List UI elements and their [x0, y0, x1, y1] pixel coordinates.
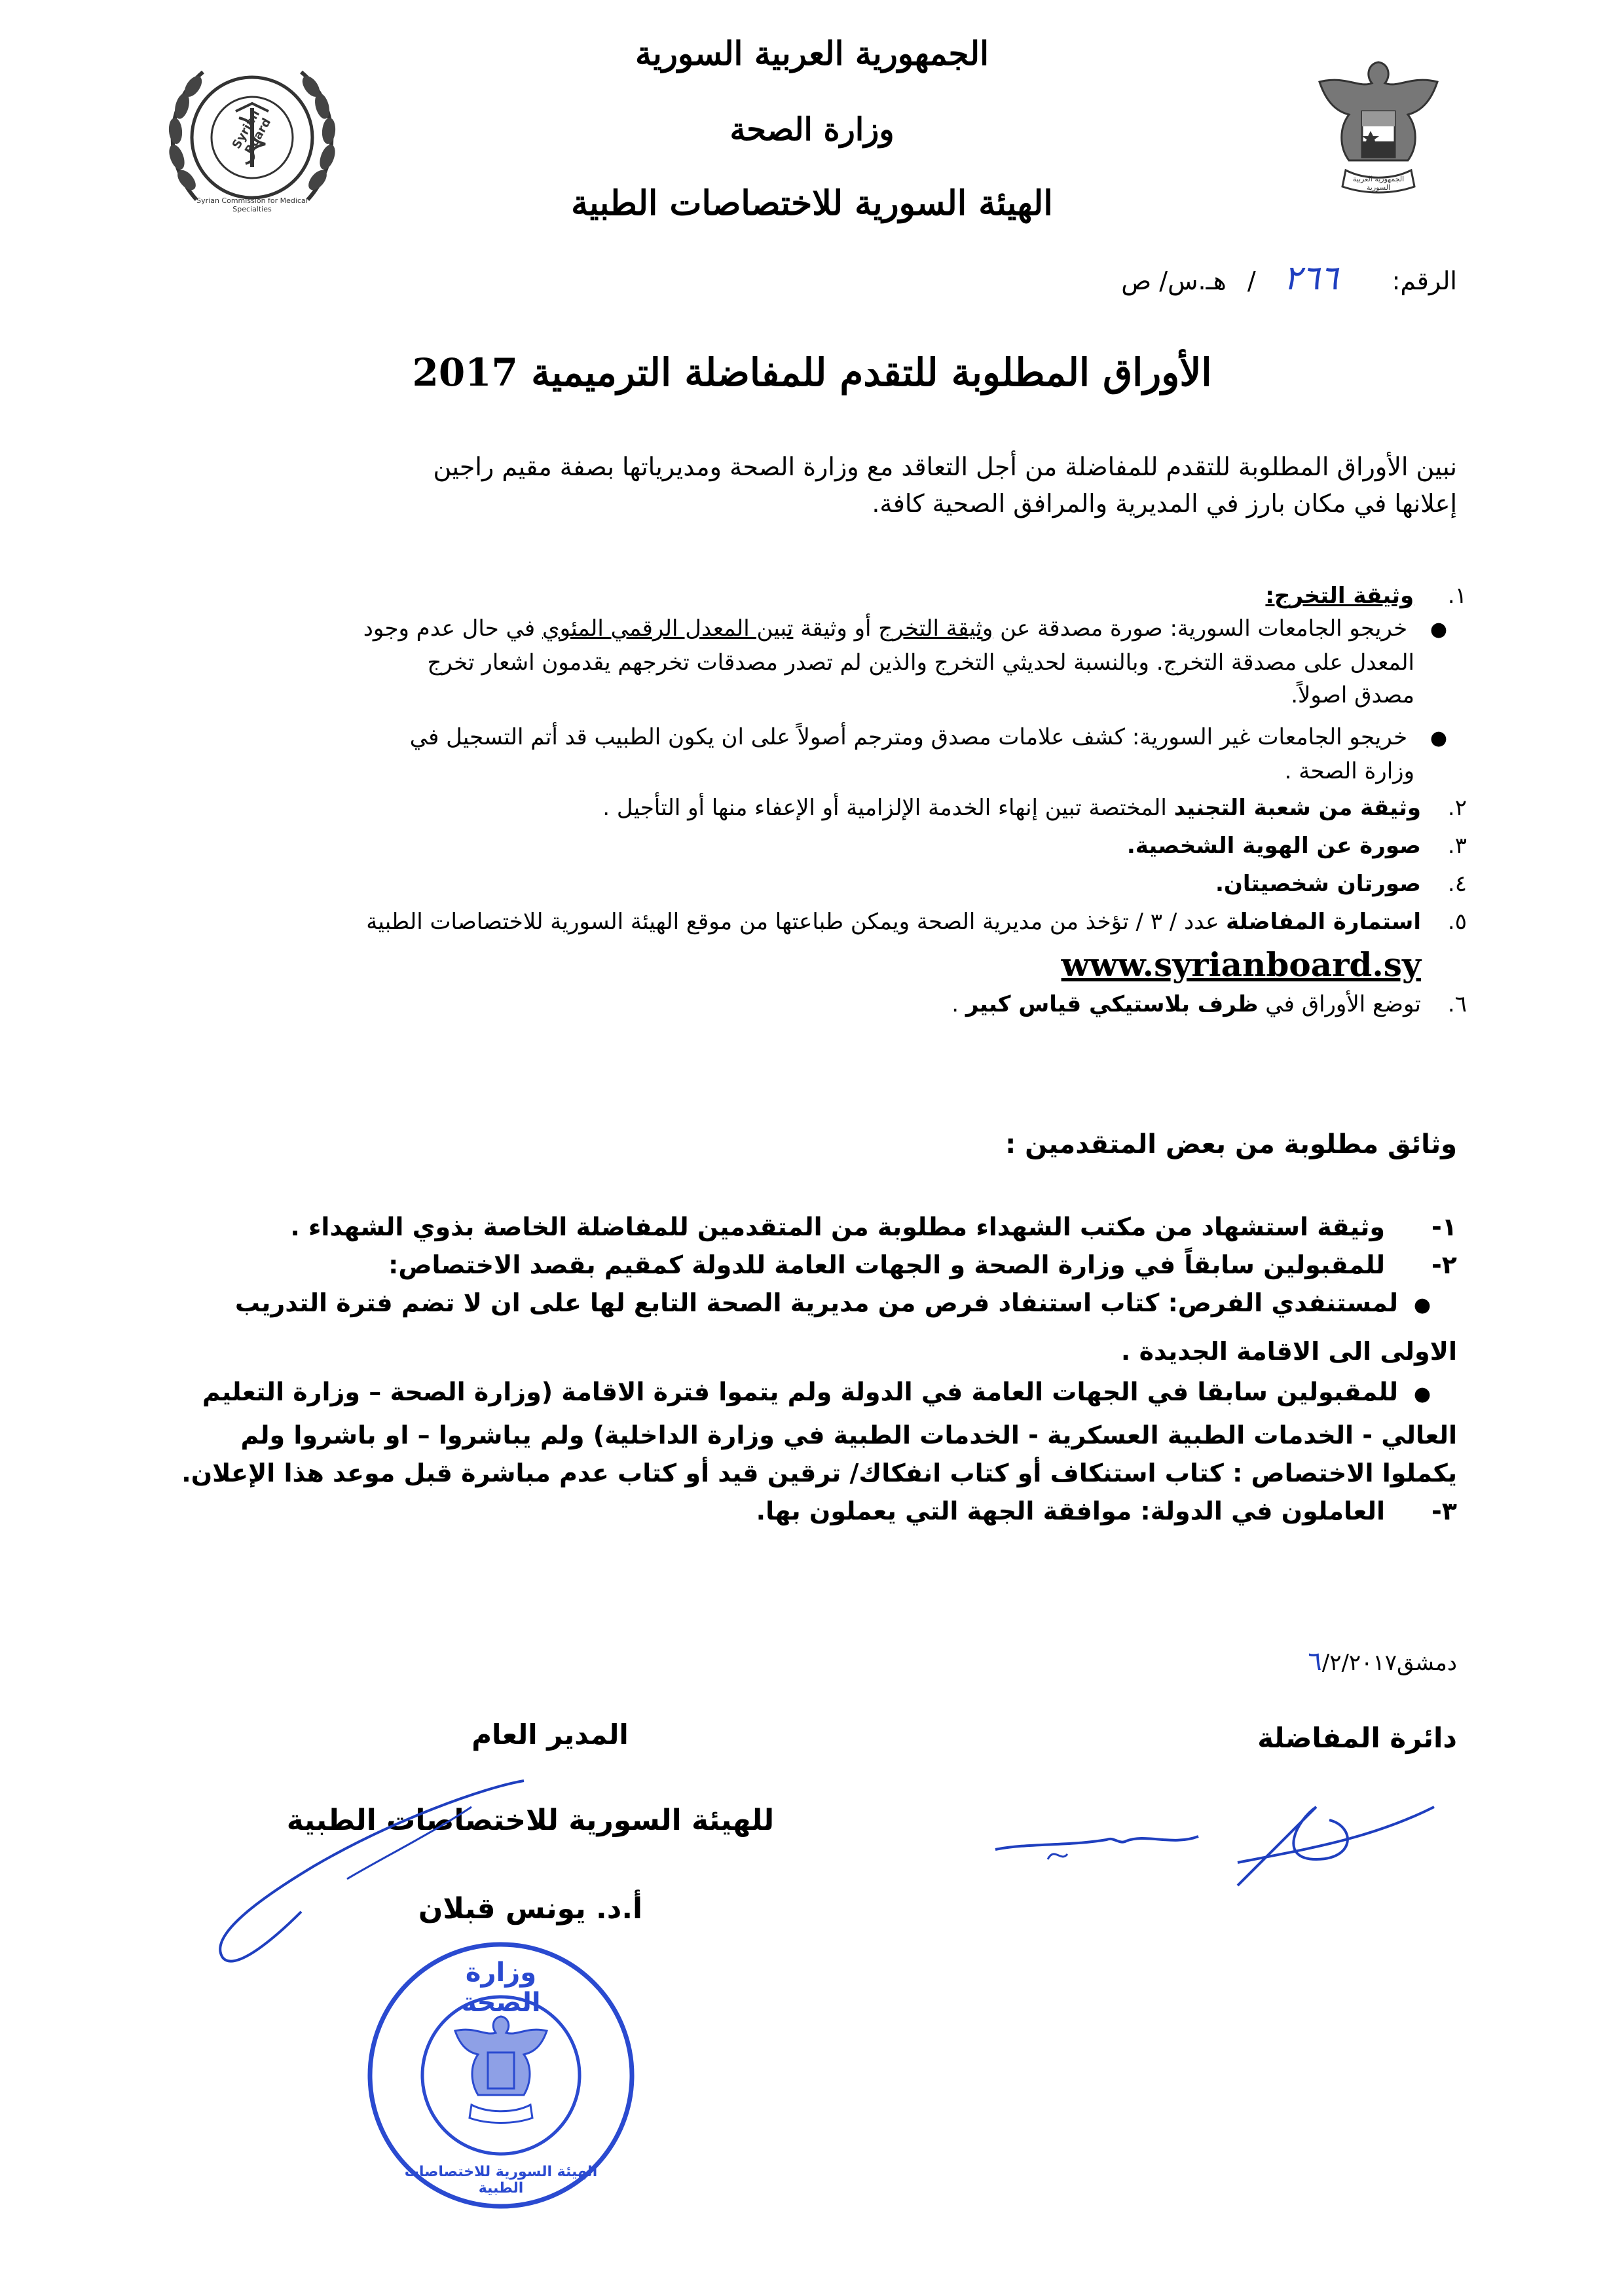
- section-2-bullet-1: ●لمستنفدي الفرص: كتاب استنفاد فرص من مديرية الصحة التابع لها على ان لا تضم فترة التدريب الاولى الى الاقامة الجديدة .: [147, 1284, 1457, 1370]
- header-ministry: وزارة الصحة: [729, 111, 895, 148]
- item-1-bullet-1: ● خريجو الجامعات السورية: صورة مصدقة عن وثيقة التخرج أو وثيقة تبين المعدل الرقمي المئوي في حال عدم وجود المعدل على مصدقة التخرج. وبالنسبة لحديثي التخرج والذين لم تصدر مصدقات تخرجهم يقدمون اشعار تخرج مصدق اصولاً.: [157, 612, 1447, 712]
- header-republic: الجمهورية العربية السورية: [635, 34, 989, 73]
- item-6: ٦.توضع الأوراق في ظرف بلاستيكي قياس كبير .: [951, 991, 1467, 1017]
- logo-caption-commission: Syrian Commission for Medical Specialties: [196, 196, 308, 213]
- syrian-emblem: [1300, 49, 1457, 206]
- emblem-ribbon-text: الجمهورية العربية السورية: [1352, 175, 1405, 192]
- intro-line-1: نبين الأوراق المطلوبة للتقدم للمفاضلة من أجل التعاقد مع وزارة الصحة ومديرياتها بصفة مقيم راجين: [433, 452, 1457, 481]
- item-2: ٢.وثيقة من شعبة التجنيد المختصة تبين إنهاء الخدمة الإلزامية أو الإعفاء منها أو التأجيل .: [602, 795, 1467, 821]
- reference-code: هـ.س/ ص: [1121, 266, 1227, 295]
- item-1-number: ١.: [1447, 583, 1467, 609]
- ministry-stamp: [363, 1938, 638, 2213]
- item-1-title: وثيقة التخرج:: [1265, 583, 1414, 609]
- section-2-title: وثائق مطلوبة من بعض المتقدمين :: [1005, 1129, 1457, 1159]
- intro-paragraph: [147, 448, 1457, 522]
- bullet-icon: ●: [1430, 727, 1447, 750]
- item-1-bullet-2: ● خريجو الجامعات غير السورية: كشف علامات مصدق ومترجم أصولاً على ان يكون الطبيب قد أتم التسجيل في وزارة الصحة .: [157, 721, 1447, 788]
- section-2-list: [147, 1208, 1457, 1530]
- item-4: ٤.صورتان شخصيتان.: [1215, 871, 1467, 897]
- bullet-icon: ●: [1413, 1294, 1431, 1317]
- bullet-icon: ●: [1430, 618, 1447, 641]
- document-date: دمشق٦/٢/٢٠١٧: [1308, 1647, 1457, 1677]
- item-5: ٥.استمارة المفاضلة عدد / ٣ / تؤخذ من مديرية الصحة ويمكن طباعتها من موقع الهيئة السورية للاختصاصات الطبية: [366, 909, 1467, 935]
- signature-director-org: للهيئة السورية للاختصاصات الطبية: [286, 1804, 775, 1837]
- logo-caption-english: Syrian Board: [229, 107, 274, 157]
- bullet-icon: ●: [1413, 1383, 1431, 1406]
- section-2-bullet-2: ●للمقبولين سابقا في الجهات العامة في الدولة ولم يتموا فترة الاقامة (وزارة الصحة – وزارة التعليم العالي - الخدمات الطبية العسكرية - الخدمات الطبية في وزارة الداخلية) ولم يباشروا – او باشروا ولم يكملوا الاختصاص : كتاب استنكاف أو كتاب انفكاك/ ترقين قيد أو كتاب عدم مباشرة قبل موعد هذا الإعلان.: [147, 1373, 1457, 1492]
- signature-director-title: المدير العام: [471, 1719, 629, 1751]
- reference-label: الرقم:: [1392, 266, 1457, 295]
- header-board: الهيئة السورية للاختصاصات الطبية: [571, 183, 1053, 223]
- reference-separator: /: [1247, 266, 1256, 295]
- reference-number: ٢٦٦: [1283, 259, 1338, 298]
- signature-director-name: أ.د. يونس قبلان: [418, 1892, 643, 1925]
- item-1: [157, 579, 1467, 612]
- section-2-item-1: ١-وثيقة استشهاد من مكتب الشهداء مطلوبة من المتقدمين للمفاضلة الخاصة بذوي الشهداء .: [290, 1212, 1457, 1241]
- item-3: ٣.صورة عن الهوية الشخصية.: [1126, 833, 1467, 859]
- stamp-top-text: وزارة الصحة: [461, 1958, 541, 2018]
- stamp-bottom-text: الهيئة السورية للاختصاصات الطبية: [404, 2164, 598, 2196]
- section-2-item-3: ٣-العاملون في الدولة: موافقة الجهة التي يعملون بها.: [756, 1497, 1457, 1525]
- required-documents-list: [157, 579, 1467, 1021]
- page-title: الأوراق المطلوبة للتقدم للمفاضلة الترميمية 2017: [412, 350, 1212, 395]
- website-link[interactable]: www.syrianboard.sy: [1061, 945, 1421, 984]
- syrian-board-logo: [157, 46, 347, 223]
- signature-right-scribble-icon: [989, 1781, 1460, 1912]
- intro-line-2: إعلانها في مكان بارز في المديرية والمرافق الصحية كافة.: [872, 489, 1457, 518]
- reference-line: [1121, 259, 1457, 298]
- signature-department: دائرة المفاضلة: [1257, 1722, 1457, 1754]
- section-2-item-2: ٢-للمقبولين سابقاً في وزارة الصحة و الجهات العامة للدولة كمقيم بقصد الاختصاص:: [388, 1250, 1457, 1279]
